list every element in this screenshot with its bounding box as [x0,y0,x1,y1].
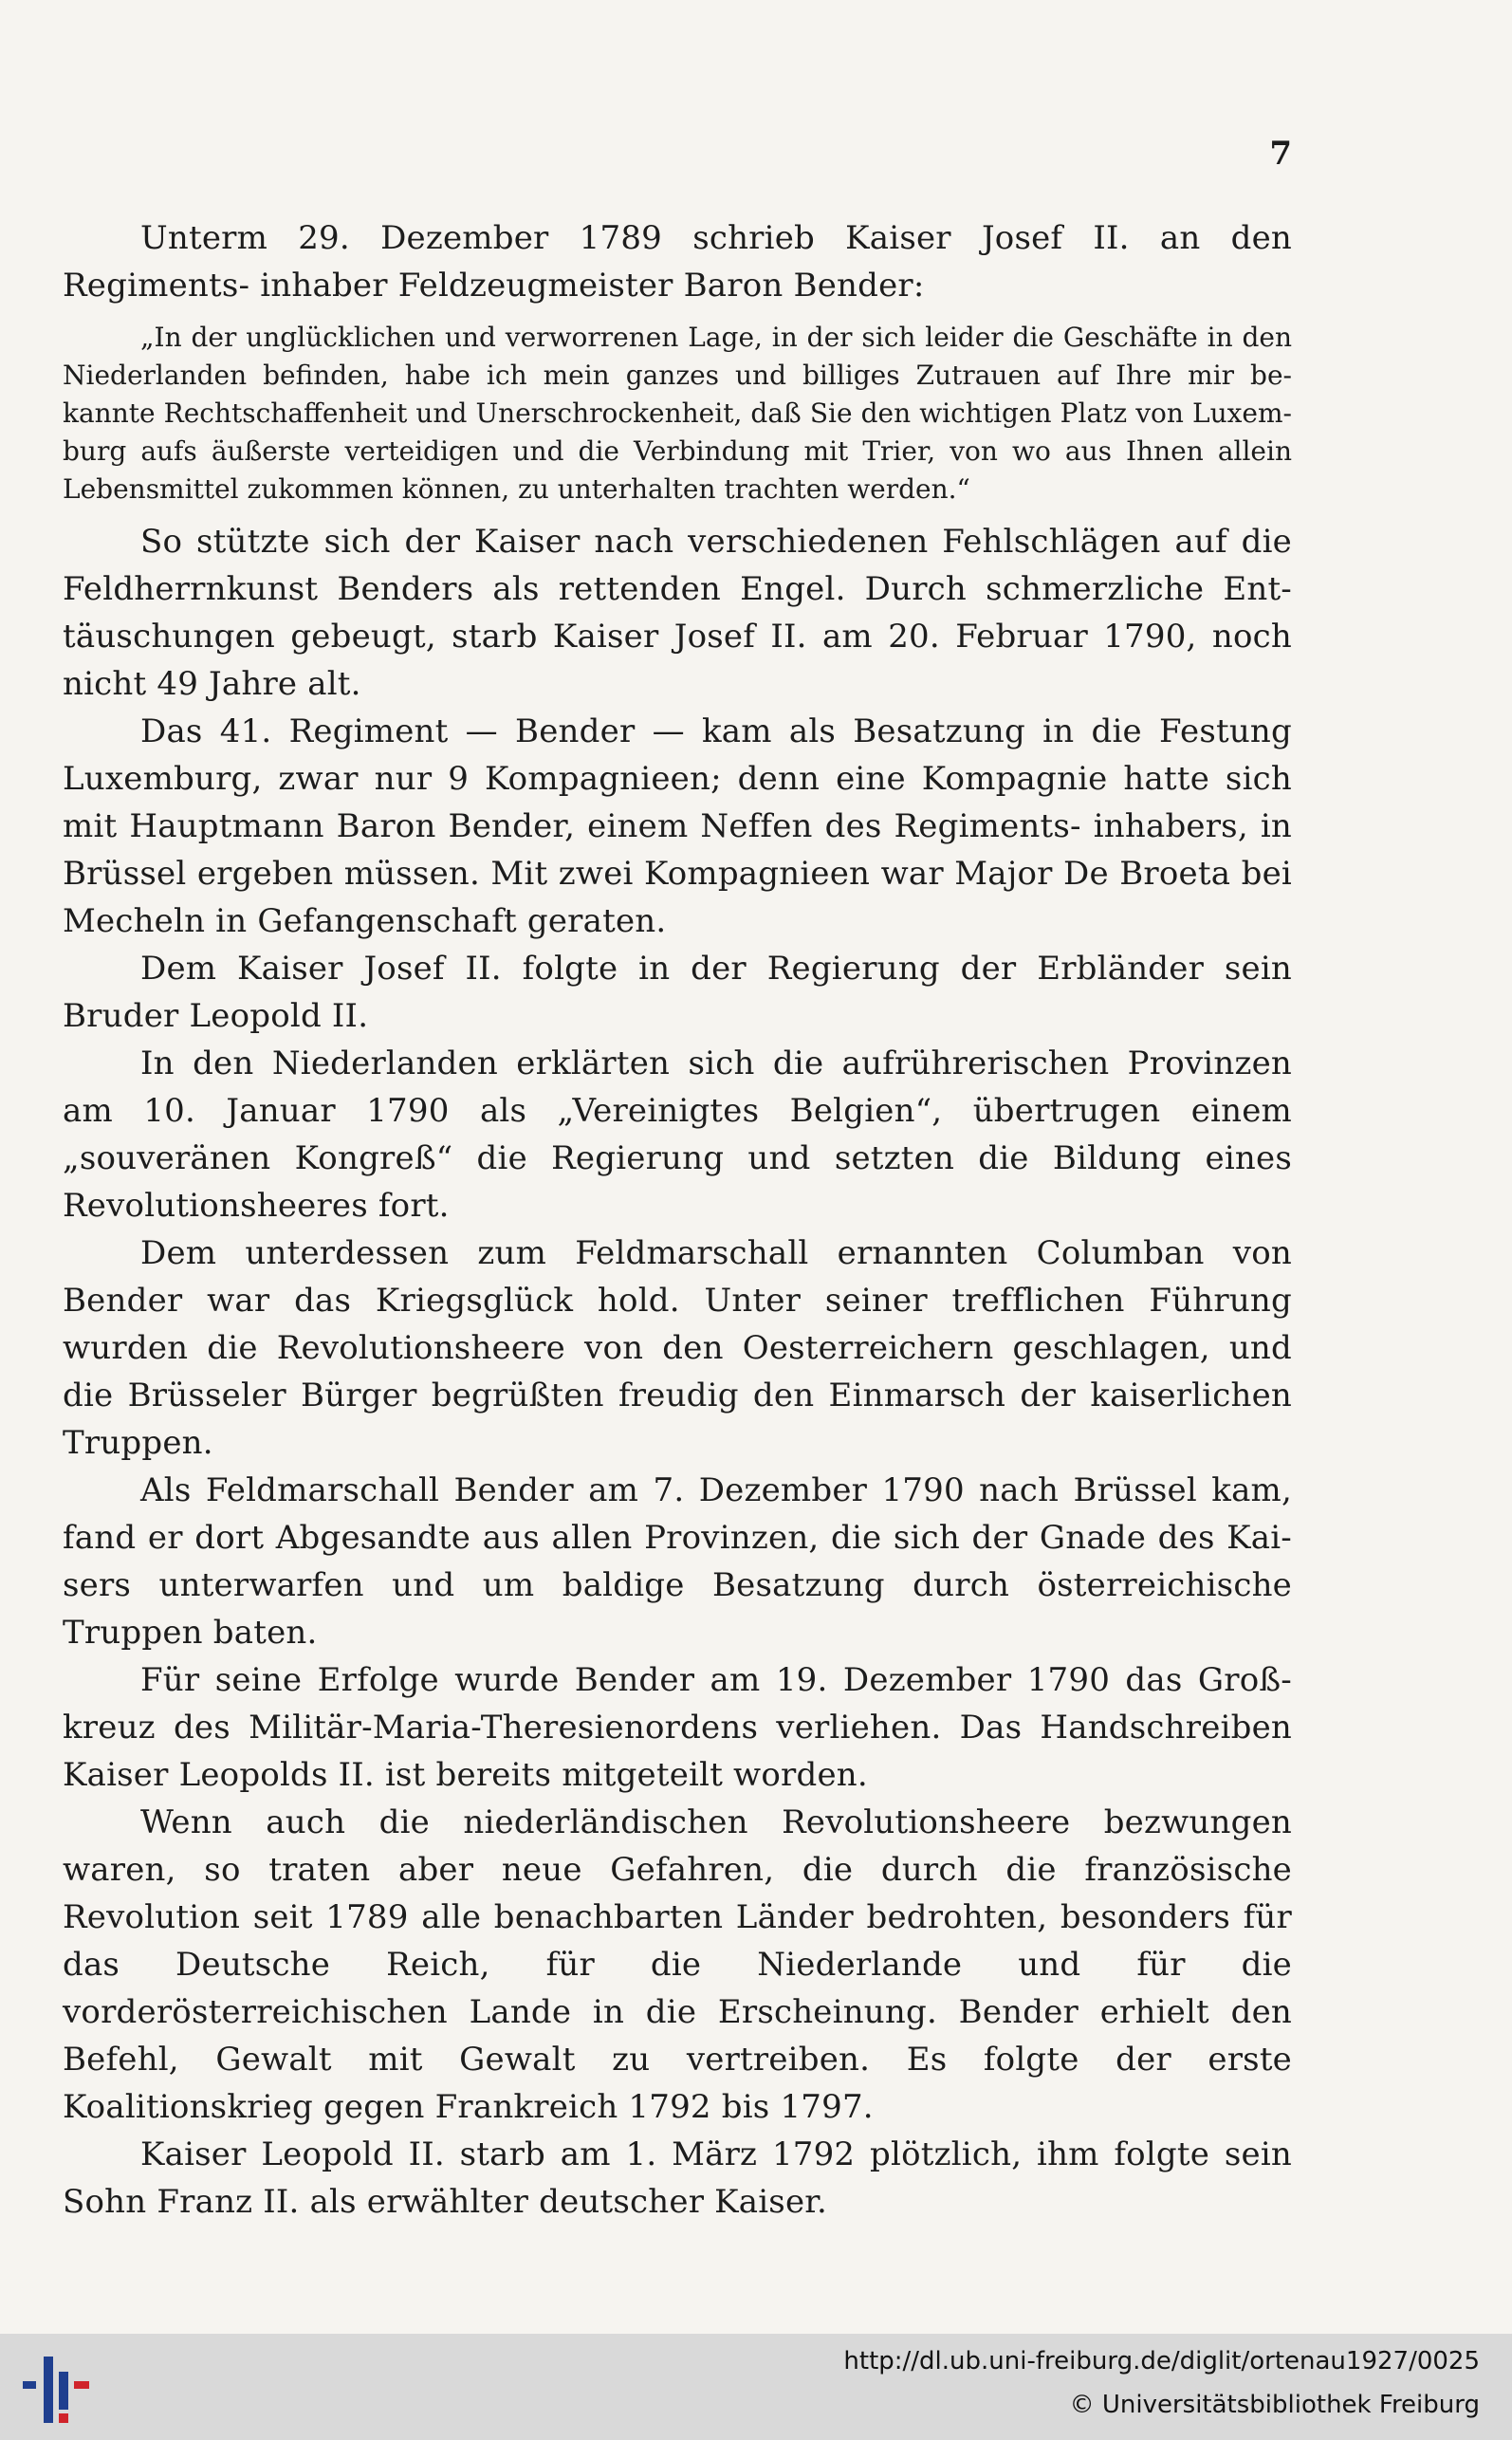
paragraph-4: Das 41. Regiment — Bender — kam als Besatzung in die Festung Luxemburg, zwar nur 9 Kompagnieen; denn eine Kompagnie hatte sich mit Hauptmann Baron Bender, einem Neffen des Regiments- inhabers, in Brüssel ergeben müssen. Mit zwei Kompagnieen war Major De Broeta bei Mecheln in Gefangenschaft geraten. [63,712,1292,940]
library-logo-icon [17,2343,97,2431]
paragraph-5: Dem Kaiser Josef II. folgte in der Regierung der Erbländer sein Bruder Leopold II. [63,950,1292,1035]
paragraph-3: So stützte sich der Kaiser nach verschiedenen Fehlschlägen auf die Feldherrnkunst Benders als rettenden Engel. Durch schmerzliche Ent- täuschungen gebeugt, starb Kaiser Josef II. am 20. Februar 1790, noch nicht 49 Jahre alt. [63,523,1292,703]
library-footer [0,2334,1512,2440]
paragraph-6: In den Niederlanden erklärten sich die aufrührerischen Provinzen am 10. Januar 1790 als „Vereinigtes Belgien“, übertrugen einem „souveränen Kongreß“ die Regierung und setzten die Bildung eines Revolutionsheeres fort. [63,1044,1292,1225]
page-number: 7 [1269,135,1292,173]
paragraph-10: Wenn auch die niederländischen Revolutionsheere bezwungen waren, so traten aber neue Gefahren, die durch die französische Revolution seit 1789 alle benachbarten Länder bedrohten, besonders für das Deutsche Reich, für die Niederlande und für die vorderösterreichischen Lande in die Erscheinung. Bender erhielt den Befehl, Gewalt mit Gewalt zu vertreiben. Es folgte der erste Koalitionskrieg gegen Frankreich 1792 bis 1797. [63,1803,1292,2126]
copyright-text: © Universitätsbibliothek Freiburg [1069,2391,1480,2419]
paragraph-7: Dem unterdessen zum Feldmarschall ernannten Columban von Bender war das Kriegsglück hold. Unter seiner trefflichen Führung wurden die Revolutionsheere von den Oesterreichern geschlagen, und die Brüsseler Bürger begrüßten freudig den Einmarsch der kaiserlichen Truppen. [63,1234,1292,1462]
paragraph-9: Für seine Erfolge wurde Bender am 19. Dezember 1790 das Groß- kreuz des Militär-Maria-Theresienordens verliehen. Das Handschreiben Kaiser Leopolds II. ist bereits mitgeteilt worden. [63,1661,1292,1794]
paragraph-8: Als Feldmarschall Bender am 7. Dezember 1790 nach Brüssel kam, fand er dort Abgesandte aus allen Provinzen, die sich der Gnade des Kai- sers unterwarfen und um baldige Besatzung durch österreichische Truppen baten. [63,1471,1292,1652]
source-url-link[interactable]: http://dl.ub.uni-freiburg.de/diglit/ortenau1927/0025 [843,2347,1480,2375]
quote-paragraph: „In der unglücklichen und verworrenen Lage, in der sich leider die Geschäfte in den Niederlanden befinden, habe ich mein ganzes und billiges Zutrauen auf Ihre mir be- kannte Rechtschaffenheit und Unerschrockenheit, daß Sie den wichtigen Platz von Luxem- burg aufs äußerste verteidigen und die Verbindung mit Trier, von wo aus Ihnen allein Lebensmittel zukommen können, zu unterhalten trachten werden.“ [63,322,1292,505]
page-body [63,214,1292,2226]
paragraph-1: Unterm 29. Dezember 1789 schrieb Kaiser Josef II. an den Regiments- inhaber Feldzeugmeister Baron Bender: [63,219,1292,305]
paragraph-11: Kaiser Leopold II. starb am 1. März 1792 plötzlich, ihm folgte sein Sohn Franz II. als erwählter deutscher Kaiser. [63,2135,1292,2221]
